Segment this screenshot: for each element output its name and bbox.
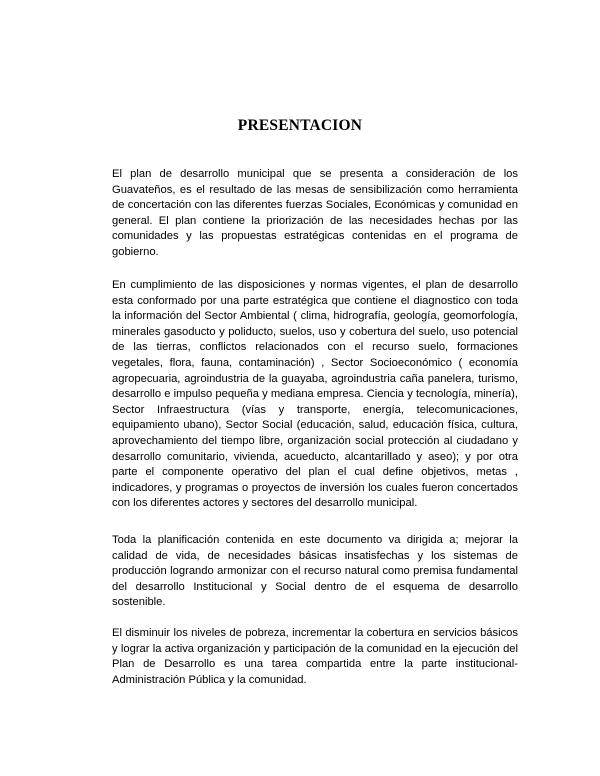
paragraph-planning: Toda la planificación contenida en este documento va dirigida a; mejorar la calidad de vida, de necesidades básicas insatisfechas y los sistemas de producción logrando armonizar con el recurso natural como premisa fundamental del desarrollo Institucional y Social dentro de el esquema de desarrollo sostenible. (112, 534, 518, 609)
paragraph-compliance: En cumplimiento de las disposiciones y normas vigentes, el plan de desarrollo esta conformado por una parte estratégica que contiene el diagnostico con toda la información del Sector Ambiental ( clima, hidrografía, geología, geomorfología, minerales gasoducto y poliducto, suelos, uso y cobertura del suelo, uso potencial de las tierras, conflictos relacionados con el recurso suelo, formaciones vegetales, flora, fauna, contaminación) , Sector Socioeconómico ( economía agropecuaria, agroindustria de la guayaba, agroindustria caña panelera, turismo, desarrollo e impulso pequeña y mediana empresa. Ciencia y tecnología, minería), Sector Infraestructura (vías y transporte, energía, telecomunicaciones, equipamiento ubano), Sector Social (educación, salud, educación física, cultura, aprovechamiento del tiempo libre, organización social protección al ciudadano y desarrollo comunitario, vivienda, acueducto, alcantarillado y aseo); y por otra parte el componente operativo del plan el cual define objetivos, metas , indicadores, y programas o proyectos de inversión los cuales fueron concertados con los diferentes actores y sectores del desarrollo municipal. (112, 279, 518, 510)
page-title: PRESENTACION (237, 117, 363, 134)
paragraph-intro: El plan de desarrollo municipal que se presenta a consideración de los Guavateños, es el resultado de las mesas de sensibilización como herramienta de concertación con las diferentes fuerzas Sociales, Económicas y comunidad en general. El plan contiene la priorización de las necesidades hechas por las comunidades y las propuestas estratégicas contenidas en el programa de gobierno. (112, 168, 518, 258)
paragraph-poverty: El disminuir los niveles de pobreza, incrementar la cobertura en servicios básicos y lograr la activa organización y participación de la comunidad en la ejecución del Plan de Desarrollo es una tarea compartida entre la parte institucional-Administración Pública y la comunidad. (112, 627, 518, 686)
